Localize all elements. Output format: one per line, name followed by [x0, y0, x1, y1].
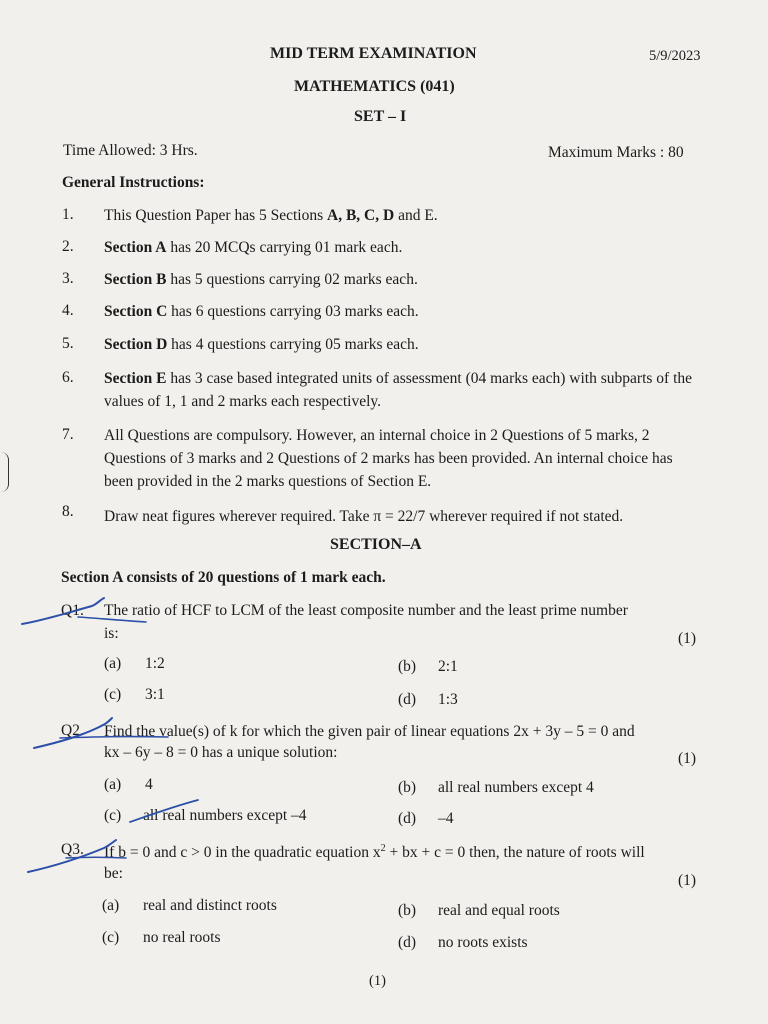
- option-label: (a): [102, 897, 120, 914]
- option-label: (c): [104, 807, 122, 824]
- page-number: (1): [369, 973, 386, 989]
- option-label: (b): [398, 658, 417, 675]
- instruction-number: 2.: [62, 238, 74, 255]
- maximum-marks: Maximum Marks : 80: [548, 144, 684, 161]
- question-marks: (1): [678, 630, 697, 647]
- option-text: 2:1: [438, 658, 458, 675]
- option-label: (b): [398, 902, 417, 919]
- instruction-item-4: Section C has 6 questions carrying 03 marks each.: [104, 303, 419, 320]
- question-text-line1: Find the value(s) of k for which the given pair of linear equations 2x + 3y – 5 = 0 and: [104, 723, 635, 740]
- question-text-line1: The ratio of HCF to LCM of the least composite number and the least prime number: [104, 602, 628, 619]
- question-number: Q3.: [61, 841, 84, 858]
- option-text: all real numbers except 4: [438, 779, 594, 796]
- instruction-item-2: Section A has 20 MCQs carrying 01 mark each.: [104, 239, 403, 256]
- instruction-number: 6.: [62, 369, 74, 386]
- instruction-item-6: Section E has 3 case based integrated units of assessment (04 marks each) with subparts of the values of 1, 1 and 2 marks each respectively.: [104, 370, 692, 410]
- option-label: (a): [104, 655, 122, 672]
- option-text: real and equal roots: [438, 902, 560, 919]
- option-text: all real numbers except –4: [143, 807, 307, 824]
- instruction-item-5: Section D has 4 questions carrying 05 marks each.: [104, 336, 419, 353]
- question-marks: (1): [678, 750, 697, 767]
- instruction-item-3: Section B has 5 questions carrying 02 marks each.: [104, 271, 418, 288]
- section-a-subheading: Section A consists of 20 questions of 1 mark each.: [61, 569, 386, 586]
- option-label: (c): [102, 929, 120, 946]
- option-label: (d): [398, 810, 417, 827]
- instruction-item-8: Draw neat figures wherever required. Take π = 22/7 wherever required if not stated.: [104, 508, 624, 525]
- instruction-item-1: This Question Paper has 5 Sections A, B, C, D and E.: [104, 207, 438, 224]
- question-text-line2: is:: [104, 625, 119, 642]
- instruction-number: 4.: [62, 302, 74, 319]
- instructions-heading: General Instructions:: [62, 174, 205, 191]
- option-text: 4: [145, 776, 153, 793]
- option-text: –4: [438, 810, 454, 827]
- instruction-number: 3.: [62, 270, 74, 287]
- question-marks: (1): [678, 872, 697, 889]
- instruction-number: 7.: [62, 426, 74, 443]
- question-number: Q2.: [61, 722, 84, 739]
- option-label: (d): [398, 934, 417, 951]
- margin-bracket-mark: [0, 452, 9, 492]
- question-number: Q1.: [61, 602, 84, 619]
- option-text: 1:2: [145, 655, 165, 672]
- option-label: (c): [104, 686, 122, 703]
- option-label: (a): [104, 776, 122, 793]
- instruction-number: 5.: [62, 335, 74, 352]
- question-text-line2: kx – 6y – 8 = 0 has a unique solution:: [104, 744, 338, 761]
- question-text-line1: If b = 0 and c > 0 in the quadratic equation $x^2$ + bx + c = 0 then, the nature of roots will: [104, 842, 645, 861]
- section-a-heading: SECTION–A: [330, 536, 422, 553]
- instruction-item-7: All Questions are compulsory. However, an internal choice in 2 Questions of 5 marks, 2 Questions of 3 marks and 2 Questions of 2 marks has been provided. An internal choice has been provided in the 2 marks questions of Section E.: [104, 427, 673, 490]
- time-allowed: Time Allowed: 3 Hrs.: [63, 142, 198, 159]
- exam-title: MID TERM EXAMINATION: [270, 45, 477, 62]
- question-text-line2: be:: [104, 865, 123, 882]
- set-label: SET – I: [354, 108, 407, 125]
- subject-title: MATHEMATICS (041): [294, 78, 455, 95]
- option-text: 3:1: [145, 686, 165, 703]
- option-label: (d): [398, 691, 417, 708]
- option-text: no roots exists: [438, 934, 528, 951]
- exam-date: 5/9/2023: [649, 48, 701, 64]
- option-text: no real roots: [143, 929, 221, 946]
- option-label: (b): [398, 779, 417, 796]
- instruction-number: 1.: [62, 206, 74, 223]
- instruction-number: 8.: [62, 503, 74, 520]
- option-text: real and distinct roots: [143, 897, 277, 914]
- option-text: 1:3: [438, 691, 458, 708]
